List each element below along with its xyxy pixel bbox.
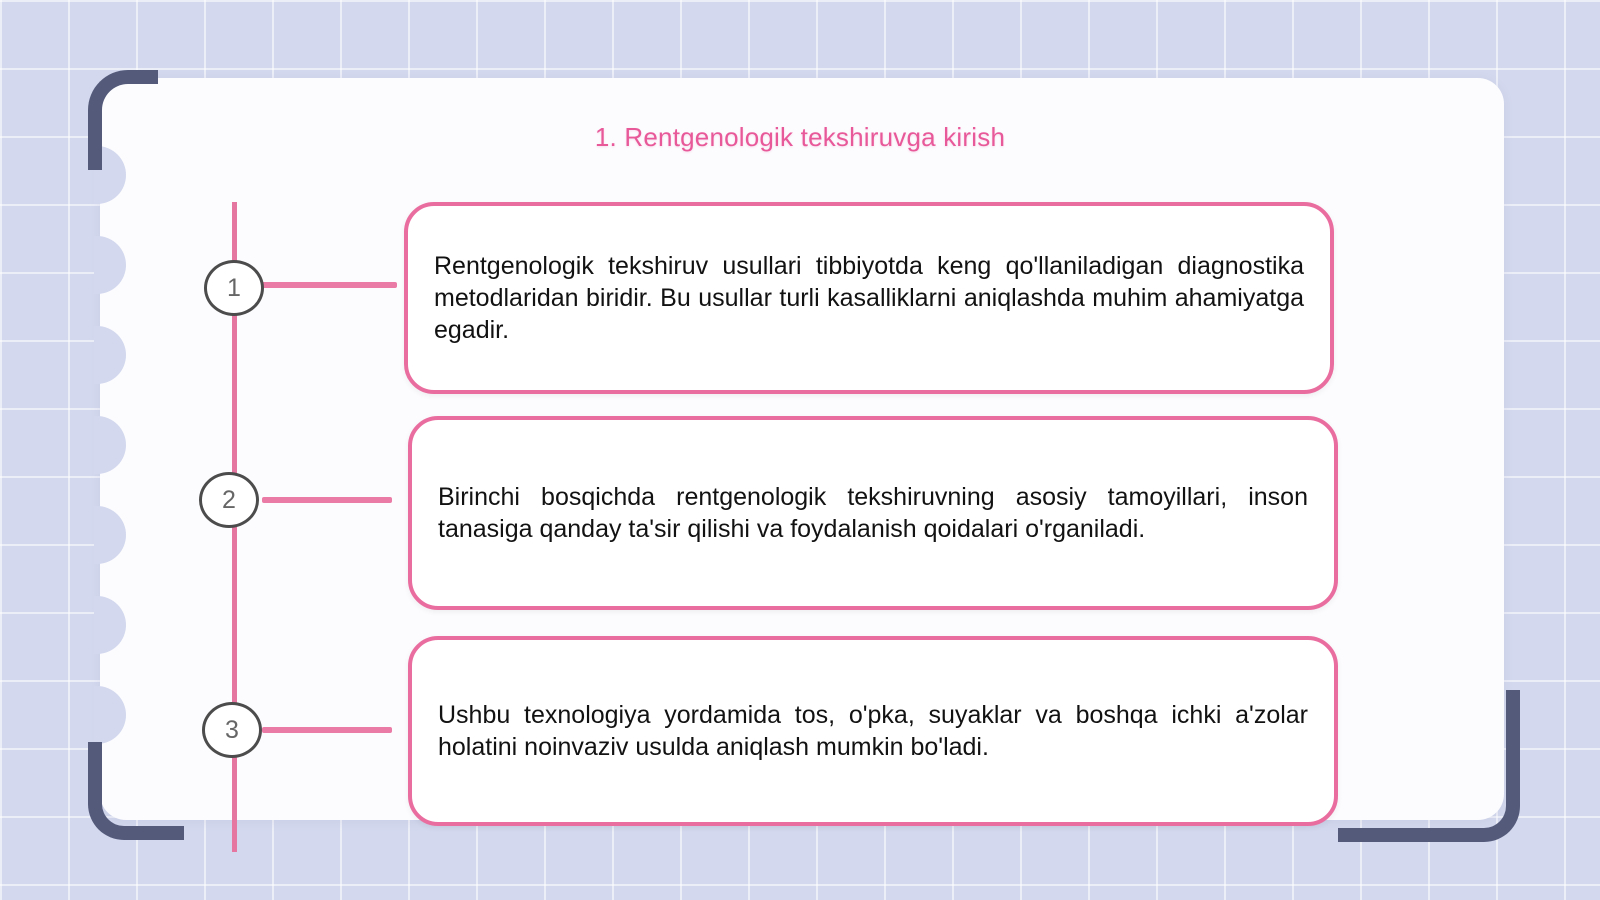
- step-number-badge: 2: [199, 472, 259, 528]
- frame-corner-bottom-left: [88, 742, 184, 840]
- step-card: [408, 636, 1338, 826]
- step-number-badge: 3: [202, 702, 262, 758]
- frame-corner-top-left: [88, 70, 158, 170]
- step-card: [408, 416, 1338, 610]
- step-text: Birinchi bosqichda rentgenologik tekshiruvning asosiy tamoyillari, inson tanasiga qanday ta'sir qilishi va foydalanish qoidalari o'rganiladi.: [438, 483, 1308, 543]
- step-number-badge: 1: [204, 260, 264, 316]
- timeline-connector: [262, 282, 397, 288]
- frame-corner-bottom-right: [1338, 690, 1520, 842]
- step-text: Ushbu texnologiya yordamida tos, o'pka, suyaklar va boshqa ichki a'zolar holatini noinvaziv usulda aniqlash mumkin bo'ladi.: [438, 701, 1308, 761]
- timeline-connector: [262, 497, 392, 503]
- step-card: [404, 202, 1334, 394]
- step-text: Rentgenologik tekshiruv usullari tibbiyotda keng qo'llaniladigan diagnostika metodlaridan biridir. Bu usullar turli kasalliklarni aniqlashda muhim ahamiyatga egadir.: [434, 252, 1304, 344]
- slide-title: 1. Rentgenologik tekshiruvga kirish: [594, 122, 1006, 152]
- timeline-connector: [262, 727, 392, 733]
